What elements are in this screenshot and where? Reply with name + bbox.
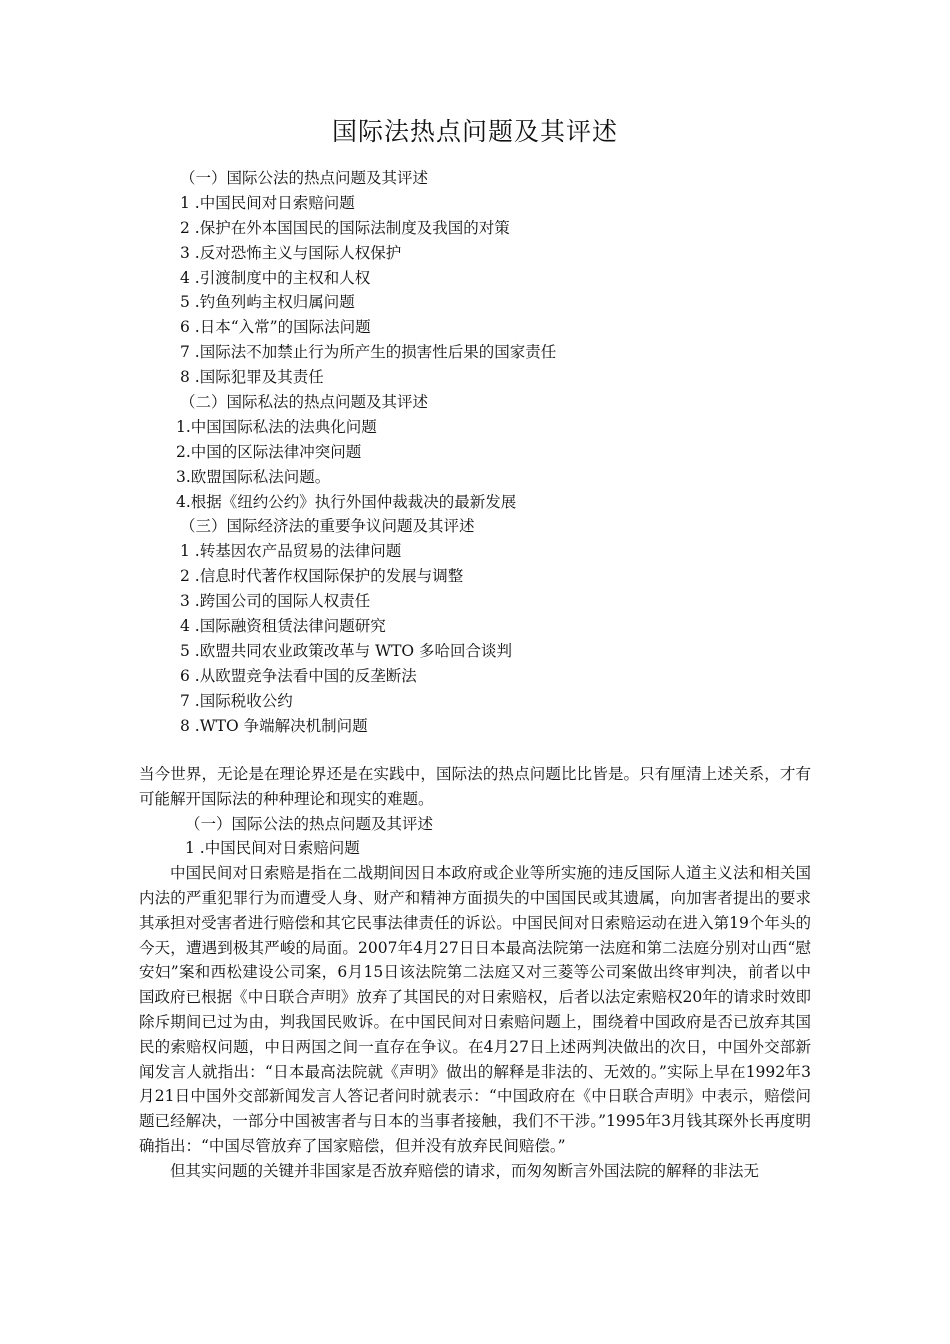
toc-item: 2 .信息时代著作权国际保护的发展与调整 bbox=[180, 567, 464, 586]
toc-item: 3.欧盟国际私法问题。 bbox=[176, 467, 331, 486]
document-body bbox=[139, 762, 811, 1184]
toc-item: 6 .日本“入常”的国际法问题 bbox=[180, 318, 371, 337]
toc-item: 5 .钓鱼列屿主权归属问题 bbox=[180, 293, 355, 312]
intro-paragraph: 当今世界，无论是在理论界还是在实践中，国际法的热点问题比比皆是。只有厘清上述关系，才有可能解开国际法的种种理论和现实的难题。 bbox=[139, 765, 811, 808]
toc-item: 8 .WTO 争端解决机制问题 bbox=[180, 716, 368, 735]
toc-item: 4 .引渡制度中的主权和人权 bbox=[180, 268, 371, 287]
toc-item: 2.中国的区际法律冲突问题 bbox=[176, 442, 362, 461]
toc-item: 5 .欧盟共同农业政策改革与 WTO 多哈回合谈判 bbox=[180, 641, 513, 660]
toc-item: （二）国际私法的热点问题及其评述 bbox=[180, 393, 429, 412]
body-paragraph: 中国民间对日索赔是指在二战期间因日本政府或企业等所实施的违反国际人道主义法和相关国内法的严重犯罪行为而遭受人身、财产和精神方面损失的中国国民或其遗属，向加害者提出的要求其承担对受害者进行赔偿和其它民事法律责任的诉讼。中国民间对日索赔运动在进入第19个年头的今天，遭遇到极其严峻的局面。2007年4月27日日本最高法院第一法庭和第二法庭分别对山西“慰安妇”案和西松建设公司案，6月15日该法院第二法庭又对三菱等公司案做出终审判决，前者以中国政府已根据《中日联合声明》放弃了其国民的对日索赔权，后者以法定索赔权20年的请求时效即除斥期间已过为由，判我国民败诉。在中国民间对日索赔问题上，围绕着中国政府是否已放弃其国民的索赔权问题，中日两国之间一直存在争议。在4月27日上述两判决做出的次日，中国外交部新闻发言人就指出：“日本最高法院就《声明》做出的解释是非法的、无效的。”实际上早在1992年3月21日中国外交部新闻发言人答记者问时就表示：“中国政府在《中日联合声明》中表示，赔偿问题已经解决，一部分中国被害者与日本的当事者接触，我们不干涉。”1995年3月钱其琛外长再度明确指出：“中国尽管放弃了国家赔偿，但并没有放弃民间赔偿。” bbox=[139, 864, 811, 1155]
toc-item: （三）国际经济法的重要争议问题及其评述 bbox=[180, 517, 475, 536]
document-title: 国际法热点问题及其评述 bbox=[331, 117, 618, 146]
toc-item: 2 .保护在外本国国民的国际法制度及我国的对策 bbox=[180, 218, 510, 237]
toc-item: 1 .中国民间对日索赔问题 bbox=[180, 193, 355, 212]
toc-item: 7 .国际法不加禁止行为所产生的损害性后果的国家责任 bbox=[180, 343, 557, 362]
table-of-contents bbox=[176, 166, 556, 738]
toc-item: （一）国际公法的热点问题及其评述 bbox=[180, 169, 429, 187]
toc-item: 1.中国国际私法的法典化问题 bbox=[176, 417, 377, 436]
toc-item: 4 .国际融资租赁法律问题研究 bbox=[180, 617, 386, 636]
toc-item: 7 .国际税收公约 bbox=[180, 691, 293, 710]
body-paragraph: 但其实问题的关键并非国家是否放弃赔偿的请求，而匆匆断言外国法院的解释的非法无 bbox=[170, 1161, 760, 1180]
toc-item: 4.根据《纽约公约》执行外国仲裁裁决的最新发展 bbox=[176, 492, 517, 511]
toc-item: 8 .国际犯罪及其责任 bbox=[180, 368, 324, 387]
toc-item: 3 .反对恐怖主义与国际人权保护 bbox=[180, 243, 402, 262]
toc-item: 6 .从欧盟竞争法看中国的反垄断法 bbox=[180, 666, 417, 685]
toc-item: 3 .跨国公司的国际人权责任 bbox=[180, 592, 371, 611]
item-heading: 1 .中国民间对日索赔问题 bbox=[185, 839, 360, 858]
toc-item: 1 .转基因农产品贸易的法律问题 bbox=[180, 542, 402, 561]
section-heading: （一）国际公法的热点问题及其评述 bbox=[185, 814, 434, 833]
